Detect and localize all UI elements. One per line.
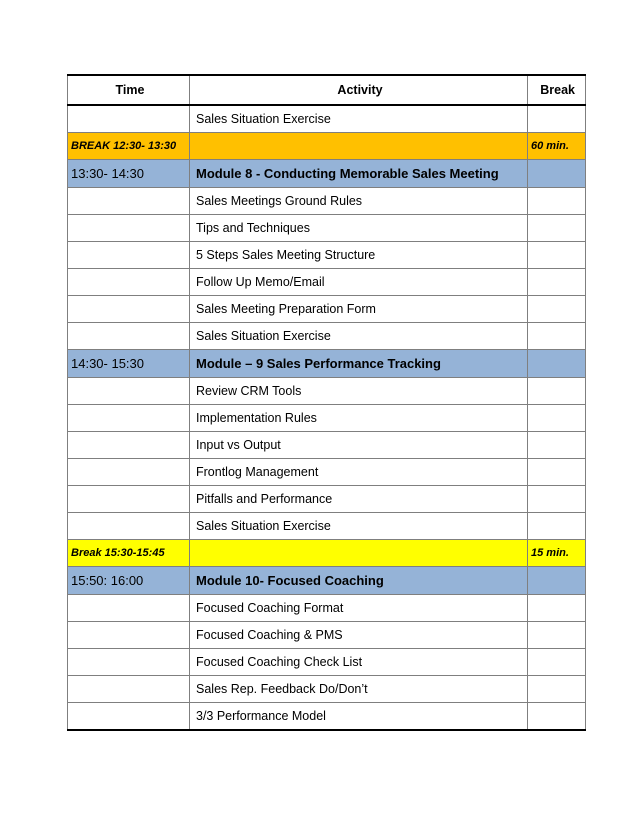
- time-cell: [68, 513, 190, 540]
- activity-cell: Frontlog Management: [190, 459, 528, 486]
- activity-cell: Input vs Output: [190, 432, 528, 459]
- break-cell: [528, 242, 586, 269]
- module-row: [68, 160, 586, 188]
- break-cell: [528, 350, 586, 378]
- break-column-header: Break: [528, 75, 586, 105]
- time-cell: [68, 323, 190, 350]
- time-cell: [68, 622, 190, 649]
- table-row: [68, 513, 586, 540]
- activity-cell: Sales Meetings Ground Rules: [190, 188, 528, 215]
- break-cell: [528, 649, 586, 676]
- table-row: [68, 269, 586, 296]
- time-cell: 14:30- 15:30: [68, 350, 190, 378]
- break-cell: [528, 567, 586, 595]
- break-row: [68, 133, 586, 160]
- table-row: [68, 459, 586, 486]
- time-cell: [68, 676, 190, 703]
- activity-cell: Sales Situation Exercise: [190, 323, 528, 350]
- time-cell: [68, 105, 190, 133]
- activity-cell: Module 8 - Conducting Memorable Sales Meeting: [190, 160, 528, 188]
- break-cell: [528, 160, 586, 188]
- break-cell: [528, 296, 586, 323]
- break-cell: [528, 459, 586, 486]
- time-cell: [68, 432, 190, 459]
- time-cell: [68, 486, 190, 513]
- break-cell: [528, 215, 586, 242]
- activity-cell: Module 10- Focused Coaching: [190, 567, 528, 595]
- time-cell: [68, 595, 190, 622]
- activity-cell: Sales Situation Exercise: [190, 105, 528, 133]
- activity-cell: Module – 9 Sales Performance Tracking: [190, 350, 528, 378]
- time-cell: [68, 703, 190, 731]
- activity-cell: Focused Coaching Format: [190, 595, 528, 622]
- activity-cell: Review CRM Tools: [190, 378, 528, 405]
- time-cell: [68, 649, 190, 676]
- table-row: [68, 703, 586, 731]
- break-cell: [528, 622, 586, 649]
- time-cell: Break 15:30-15:45: [68, 540, 190, 567]
- time-cell: [68, 269, 190, 296]
- table-row: [68, 676, 586, 703]
- table-row: [68, 405, 586, 432]
- break-cell: [528, 703, 586, 731]
- activity-cell: Sales Situation Exercise: [190, 513, 528, 540]
- activity-cell: 5 Steps Sales Meeting Structure: [190, 242, 528, 269]
- activity-cell: Focused Coaching & PMS: [190, 622, 528, 649]
- activity-cell: Focused Coaching Check List: [190, 649, 528, 676]
- time-cell: [68, 296, 190, 323]
- break-cell: [528, 323, 586, 350]
- time-cell: [68, 188, 190, 215]
- activity-cell: Pitfalls and Performance: [190, 486, 528, 513]
- activity-cell: Sales Meeting Preparation Form: [190, 296, 528, 323]
- activity-cell: Sales Rep. Feedback Do/Don’t: [190, 676, 528, 703]
- table-row: [68, 486, 586, 513]
- table-header: [68, 75, 586, 105]
- activity-cell: [190, 540, 528, 567]
- time-column-header: Time: [68, 75, 190, 105]
- activity-column-header: Activity: [190, 75, 528, 105]
- break-cell: [528, 105, 586, 133]
- time-cell: BREAK 12:30- 13:30: [68, 133, 190, 160]
- table-row: [68, 595, 586, 622]
- time-cell: [68, 378, 190, 405]
- break-cell: [528, 676, 586, 703]
- break-cell: [528, 405, 586, 432]
- table-row: [68, 378, 586, 405]
- time-cell: [68, 405, 190, 432]
- table-row: [68, 622, 586, 649]
- table-row: [68, 105, 586, 133]
- activity-cell: 3/3 Performance Model: [190, 703, 528, 731]
- break-cell: 60 min.: [528, 133, 586, 160]
- table-row: [68, 432, 586, 459]
- table-row: [68, 215, 586, 242]
- table-row: [68, 188, 586, 215]
- break-cell: 15 min.: [528, 540, 586, 567]
- break-cell: [528, 513, 586, 540]
- activity-cell: Implementation Rules: [190, 405, 528, 432]
- break-cell: [528, 269, 586, 296]
- break-cell: [528, 486, 586, 513]
- break-cell: [528, 378, 586, 405]
- table-row: [68, 296, 586, 323]
- break-cell: [528, 188, 586, 215]
- table-row: [68, 323, 586, 350]
- module-row: [68, 567, 586, 595]
- break-cell: [528, 432, 586, 459]
- schedule-table: [67, 74, 586, 731]
- activity-cell: [190, 133, 528, 160]
- module-row: [68, 350, 586, 378]
- table-row: [68, 242, 586, 269]
- table-row: [68, 649, 586, 676]
- break-cell: [528, 595, 586, 622]
- time-cell: [68, 459, 190, 486]
- time-cell: 13:30- 14:30: [68, 160, 190, 188]
- time-cell: 15:50: 16:00: [68, 567, 190, 595]
- activity-cell: Follow Up Memo/Email: [190, 269, 528, 296]
- time-cell: [68, 215, 190, 242]
- activity-cell: Tips and Techniques: [190, 215, 528, 242]
- time-cell: [68, 242, 190, 269]
- break-row: [68, 540, 586, 567]
